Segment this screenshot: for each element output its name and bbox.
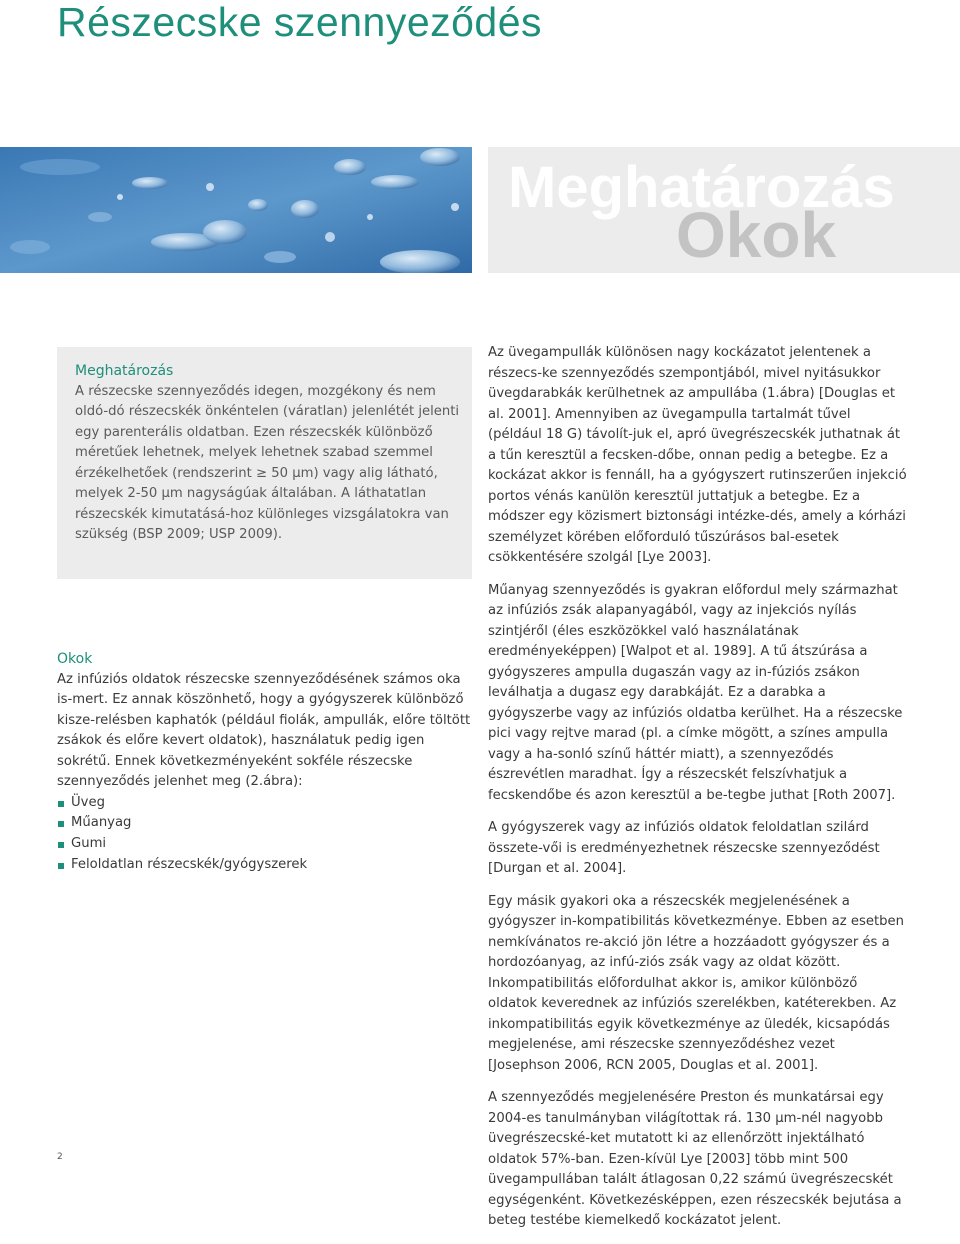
causes-list (57, 793, 472, 876)
section-banner (488, 147, 960, 273)
paragraph-glass-ampoules: Az üvegampullák különösen nagy kockázatot jelentenek a részecs-ke szennyeződés szempontjából, mivel nyitásukkor üvegdarabkák kerülhetnek az ampullába (1.ábra) [Douglas et al. 2001]. Amennyiben az üvegampulla tartalmát tűvel (például 18 G) távolít-juk el, apró üvegrészecskék juthatnak át a tűn keresztül a fecsken-dőbe, onnan pedig a betegbe. Ez a kockázat akkor is fennáll, ha a gyógyszert rutinszerűen injekció portos vénás kanülön keresztül juttatjuk a betegbe. Ez a módszer egy közismert biztonsági intézke-dés, amely a kórházi személyzet körében előforduló tűszúrásos bal-esetek csökkentésére szolgál [Lye 2003]. (488, 345, 907, 565)
list-item: Gumi (57, 834, 472, 855)
definition-heading: Meghatározás (75, 363, 174, 379)
paragraph-undissolved: A gyógyszerek vagy az infúziós oldatok feloldatlan szilárd összete-vői is eredményezhetnek részecske szennyeződést [Durgan et al. 2004]. (488, 820, 880, 876)
causes-section (57, 649, 472, 876)
right-column (488, 343, 908, 1244)
definition-text: A részecske szennyeződés idegen, mozgékony és nem oldó-dó részecskék önkéntelen (váratlan) jelenlétét jelenti egy parenterális oldatban. Ezen részecskék különböző méretűek lehetnek, melyek lehetnek szabad szemmel érzékelhetőek (rendszerint ≥ 50 µm) vagy alig látható, melyek 2-50 µm nagyságúak általában. A láthatatlan részecskék kimutatásá-hoz különleges vizsgálatokra van szükség (BSP 2009; USP 2009). (75, 383, 460, 542)
banner-back-word: Meghatározás (508, 155, 895, 220)
definition-box (57, 347, 472, 579)
bullet-square-icon (58, 821, 64, 827)
particle-microscopy-image (0, 147, 472, 273)
bullet-square-icon (58, 863, 64, 869)
paragraph-preston-study: A szennyeződés megjelenésére Preston és munkatársai egy 2004-es tanulmányban világítottak rá. 130 µm-nél nagyobb üvegrészecské-ket mutatott ki az ellenőrzött injektálható oldatok 57%-ban. Ezen-kívül Lye [2003] több mint 500 üvegampullában talált átlagosan 0,22 számú üvegrészecskét egységenként. Következésképpen, ezen részecskék bejutása a beteg testébe kiemelkedő kockázatot jelent. (488, 1090, 902, 1228)
causes-heading: Okok (57, 651, 93, 667)
list-item: Üveg (57, 793, 472, 814)
paragraph-plastic: Műanyag szennyeződés is gyakran előfordul mely származhat az infúziós zsák alapanyagából, vagy az injekciós nyílás szintjéről (éles eszközökkel való használatának eredményeképpen) [Walpot et al. 1989]. A tű átszúrása a gyógyszeres ampulla dugaszán vagy az in-fúziós zsákon leválhatja a dugasz egy darabkáját. Ez a darabka a gyógyszerbe vagy az infúziós oldatba kerülhet. Ha a részecske pici vagy rejtve marad (pl. a címke mögött, a színes ampulla vagy a ha-sonló színű háttér miatt), a szennyeződés észrevétlen maradhat. Így a részecskét felszívhatjuk a fecskendőbe és azon keresztül a be-tegbe juthat [Roth 2007]. (488, 582, 903, 803)
causes-text: Az infúziós oldatok részecske szennyeződésének számos oka is-mert. Ez annak köszönhető, hogy a gyógyszerek különböző kisze-relésben kaphatók (például fiolák, ampullák, előre töltött zsákok és előre kevert oldatok), használatuk pedig igen sokrétű. Ennek következményeként sokféle részecske szennyeződés jelenhet meg (2.ábra): (57, 671, 471, 789)
paragraph-incompatibility: Egy másik gyakori oka a részecskék megjelenésének a gyógyszer in-kompatibilitás következménye. Ebben az esetben nemkívánatos re-akció jön létre a hozzáadott gyógyszer és a hordozóanyag, az infú-ziós zsák vagy az oldat között. Inkompatibilitás előfordulhat akkor is, amikor különböző oldatok keverednek az infúziós szerelékben, katéterekben. Az inkompatibilitás egyik következménye az üledék, kicsapódás megjelenése, ami részecske szennyeződéshez vezet [Josephson 2006, RCN 2005, Douglas et al. 2001]. (488, 893, 904, 1073)
list-item: Műanyag (57, 813, 472, 834)
bullet-square-icon (58, 842, 64, 848)
bullet-square-icon (58, 801, 64, 807)
list-item: Feloldatlan részecskék/gyógyszerek (57, 855, 472, 876)
page-title: Részecske szennyeződés (57, 0, 543, 45)
page-number: 2 (57, 1152, 63, 1162)
banner-front-word: Okok (676, 199, 837, 271)
